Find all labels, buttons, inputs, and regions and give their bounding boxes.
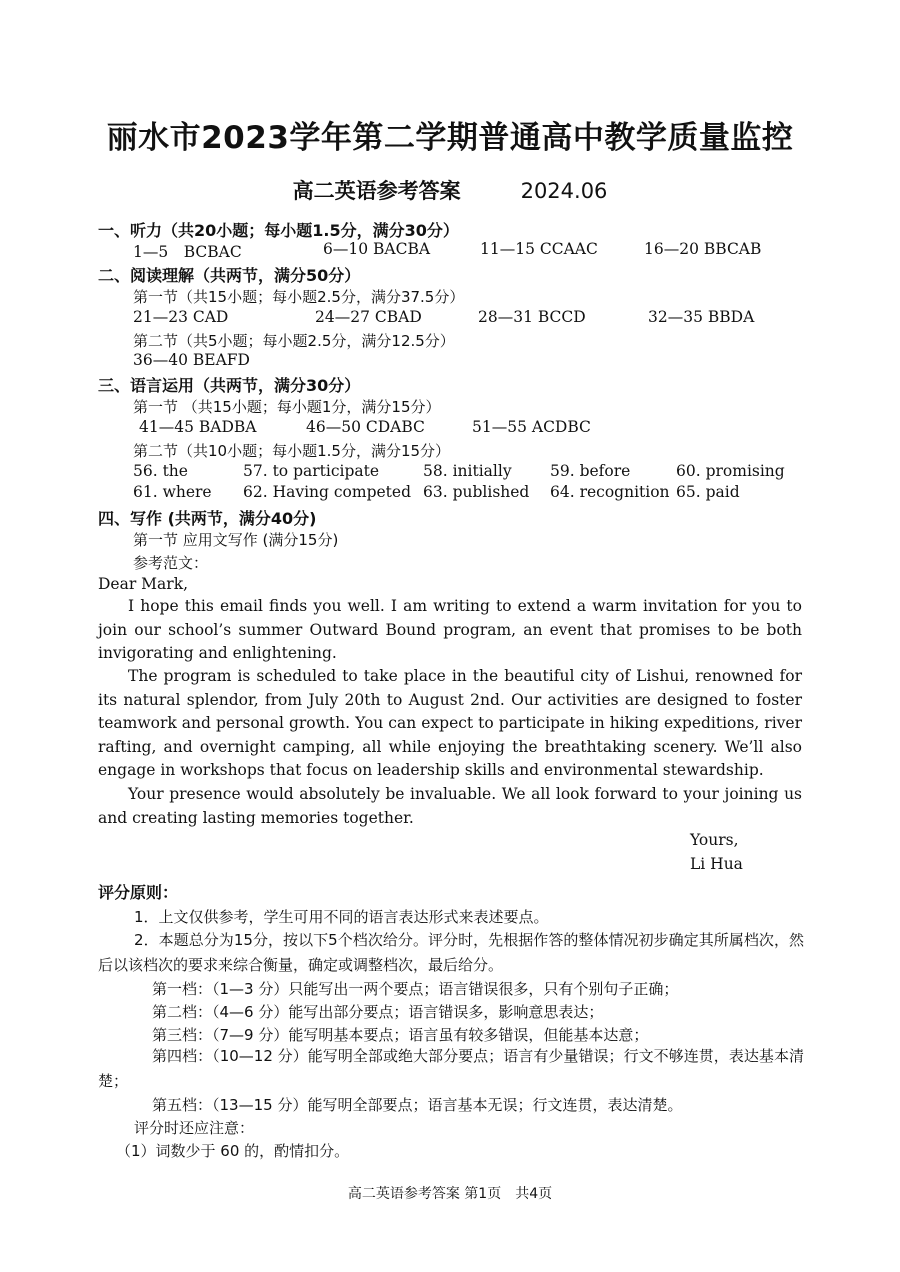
answer-group: 46—50 CDABC <box>306 418 425 436</box>
subtitle-text: 高二英语参考答案 <box>292 179 461 203</box>
answer-group: 1—5 BCBAC <box>133 243 242 261</box>
answer-item: 59. before <box>550 462 631 480</box>
answer-group: 16—20 BBCAB <box>644 240 762 258</box>
answer-group: 24—27 CBAD <box>315 308 422 326</box>
answer-group: 51—55 ACDBC <box>472 418 591 436</box>
answer-group: 6—10 BACBA <box>323 240 431 258</box>
page-subtitle <box>0 175 900 205</box>
section-4-part-1-heading: 第一节 应用文写作 (满分15分) <box>133 531 339 549</box>
answer-group: 11—15 CCAAC <box>480 240 598 258</box>
letter-closing: Yours, <box>690 831 739 849</box>
section-2-part-1-heading: 第一节（共15小题；每小题2.5分，满分37.5分） <box>133 288 465 306</box>
section-3-part-1-heading: 第一节 （共15小题；每小题1分，满分15分） <box>133 398 441 416</box>
letter-greeting: Dear Mark, <box>98 575 189 593</box>
answer-group: 21—23 CAD <box>133 308 229 326</box>
grading-note-heading: 评分时还应注意： <box>134 1119 255 1137</box>
grading-heading: 评分原则： <box>98 883 179 902</box>
grading-level-2: 第二档：（4—6 分）能写出部分要点；语言错误多，影响意思表达； <box>152 1003 604 1021</box>
answer-group: 28—31 BCCD <box>478 308 586 326</box>
page-footer: 高二英语参考答案 第1页 共4页 <box>347 1186 553 1202</box>
section-2-heading: 二、阅读理解（共两节，满分50分） <box>98 266 361 285</box>
answer-item: 64. recognition <box>550 483 670 501</box>
grading-level-1: 第一档：（1—3 分）只能写出一两个要点；语言错误很多，只有个别句子正确； <box>152 980 679 998</box>
grading-note-1: （1）词数少于 60 的，酌情扣分。 <box>116 1142 350 1160</box>
answer-item: 56. the <box>133 462 188 480</box>
answer-item: 61. where <box>133 483 212 501</box>
section-3-part-2-heading: 第二节（共10小题；每小题1.5分，满分15分） <box>133 442 451 460</box>
sample-label: 参考范文： <box>133 554 209 572</box>
section-2-part-2-heading: 第二节（共5小题；每小题2.5分，满分12.5分） <box>133 332 455 350</box>
answer-group: 41—45 BADBA <box>139 418 257 436</box>
letter-paragraph-1: I hope this email finds you well. I am writing to extend a warm invitation for you to join our school’s summer Outward Bound program, an event that promises to be both invigorating and enlightening. <box>98 597 802 662</box>
answer-item: 57. to participate <box>243 462 380 480</box>
letter-paragraph-2: The program is scheduled to take place in the beautiful city of Lishui, renowned for its natural splendor, from July 20th to August 2nd. Our activities are designed to foster teamwork and personal growth. You can expect to participate in hiking expeditions, river rafting, and overnight camping, all while enjoying the breathtaking scenery. We’ll also engage in workshops that focus on leadership skills and environmental stewardship. <box>98 667 802 779</box>
letter-paragraph-3: Your presence would absolutely be invaluable. We all look forward to your joining us and creating lasting memories together. <box>98 785 802 827</box>
grading-item-1: 1．上文仅供参考，学生可用不同的语言表达形式来表述要点。 <box>134 908 549 926</box>
page-title: 丽水市2023学年第二学期普通高中教学质量监控 <box>106 120 794 156</box>
section-4-heading: 四、写作 (共两节，满分40分) <box>98 509 317 528</box>
grading-level-3: 第三档：（7—9 分）能写明基本要点；语言虽有较多错误，但能基本达意； <box>152 1026 649 1044</box>
letter-signature: Li Hua <box>690 855 743 873</box>
section-1-heading: 一、听力（共20小题；每小题1.5分，满分30分） <box>98 221 459 240</box>
section-3-heading: 三、语言运用（共两节，满分30分） <box>98 376 361 395</box>
grading-item-2: 2．本题总分为15分，按以下5个档次给分。评分时，先根据作答的整体情况初步确定其所属档次，然后以该档次的要求来综合衡量，确定或调整档次，最后给分。 <box>98 931 804 974</box>
grading-level-4: 第四档：（10—12 分）能写明全部或绝大部分要点；语言有少量错误；行文不够连贯，表达基本清楚； <box>98 1047 804 1090</box>
answer-item: 60. promising <box>676 462 785 480</box>
answer-item: 63. published <box>423 483 530 501</box>
answer-group: 32—35 BBDA <box>648 308 755 326</box>
answer-item: 65. paid <box>676 483 740 501</box>
grading-level-5: 第五档：（13—15 分）能写明全部要点；语言基本无误；行文连贯，表达清楚。 <box>152 1096 683 1114</box>
section-2-part-2-answers: 36—40 BEAFD <box>133 351 250 369</box>
exam-date: 2024.06 <box>520 179 608 203</box>
answer-item: 58. initially <box>423 462 512 480</box>
answer-item: 62. Having competed <box>243 483 412 501</box>
